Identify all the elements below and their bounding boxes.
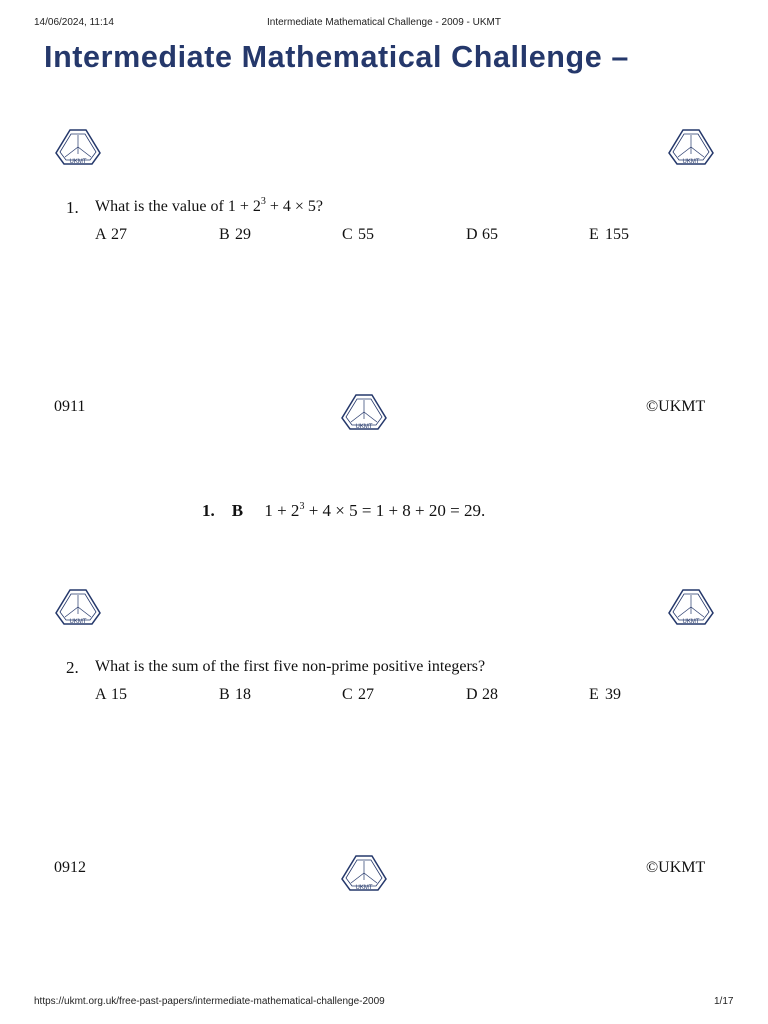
question-1-number: 1. xyxy=(66,198,79,217)
ukmt-logo-footer xyxy=(340,392,388,432)
print-page-title: Intermediate Mathematical Challenge - 2009 - UKMT xyxy=(267,17,501,28)
ukmt-logo-right xyxy=(667,587,715,627)
question-2-option-b: B 18 xyxy=(219,686,251,703)
ukmt-logo-icon xyxy=(340,853,388,893)
ukmt-logo-icon xyxy=(667,127,715,167)
question-2-copyright: ©UKMT xyxy=(646,859,706,876)
ukmt-logo-icon xyxy=(54,587,102,627)
ukmt-logo-icon xyxy=(667,587,715,627)
ukmt-logo-icon xyxy=(340,392,388,432)
document-title: Intermediate Mathematical Challenge – xyxy=(44,40,629,74)
ukmt-logo-right xyxy=(667,127,715,167)
ukmt-logo-left xyxy=(54,127,102,167)
question-1-option-c: C 55 xyxy=(342,226,374,243)
svg-text:UKMT: UKMT xyxy=(355,885,373,891)
ukmt-logo-icon xyxy=(54,127,102,167)
svg-text:UKMT: UKMT xyxy=(355,424,373,430)
question-2-code: 0912 xyxy=(54,859,86,876)
question-1-copyright: ©UKMT xyxy=(646,398,706,415)
question-2-text: What is the sum of the first five non-prime positive integers? xyxy=(95,658,486,675)
ukmt-logo-footer xyxy=(340,853,388,893)
print-page-number: 1/17 xyxy=(714,996,734,1007)
question-1-text: What is the value of $1 + 2^3 + 4 \times 5$? xyxy=(95,196,324,215)
question-2-option-d: D 28 xyxy=(466,686,498,703)
svg-text:UKMT: UKMT xyxy=(682,619,700,625)
print-footer-url[interactable]: https://ukmt.org.uk/free-past-papers/intermediate-mathematical-challenge-2009 xyxy=(34,996,385,1007)
print-datetime: 14/06/2024, 11:14 xyxy=(34,17,114,28)
question-1-option-d: D 65 xyxy=(466,226,498,243)
question-2-option-e: E 39 xyxy=(589,686,621,703)
ukmt-logo-left xyxy=(54,587,102,627)
question-1-option-b: B 29 xyxy=(219,226,251,243)
solution-1: 1. B $1 + 2^3 + 4 \times 5 = 1 + 8 + 20 = 29$. xyxy=(202,501,486,520)
question-2-number: 2. xyxy=(66,658,79,677)
question-2-option-a: A 15 xyxy=(95,686,127,703)
question-2-option-c: C 27 xyxy=(342,686,374,703)
question-1-option-e: E 155 xyxy=(589,226,629,243)
svg-text:UKMT: UKMT xyxy=(682,159,700,165)
svg-text:UKMT: UKMT xyxy=(69,619,87,625)
question-1-code: 0911 xyxy=(54,398,86,415)
question-1-option-a: A 27 xyxy=(95,226,127,243)
svg-text:UKMT: UKMT xyxy=(69,159,87,165)
